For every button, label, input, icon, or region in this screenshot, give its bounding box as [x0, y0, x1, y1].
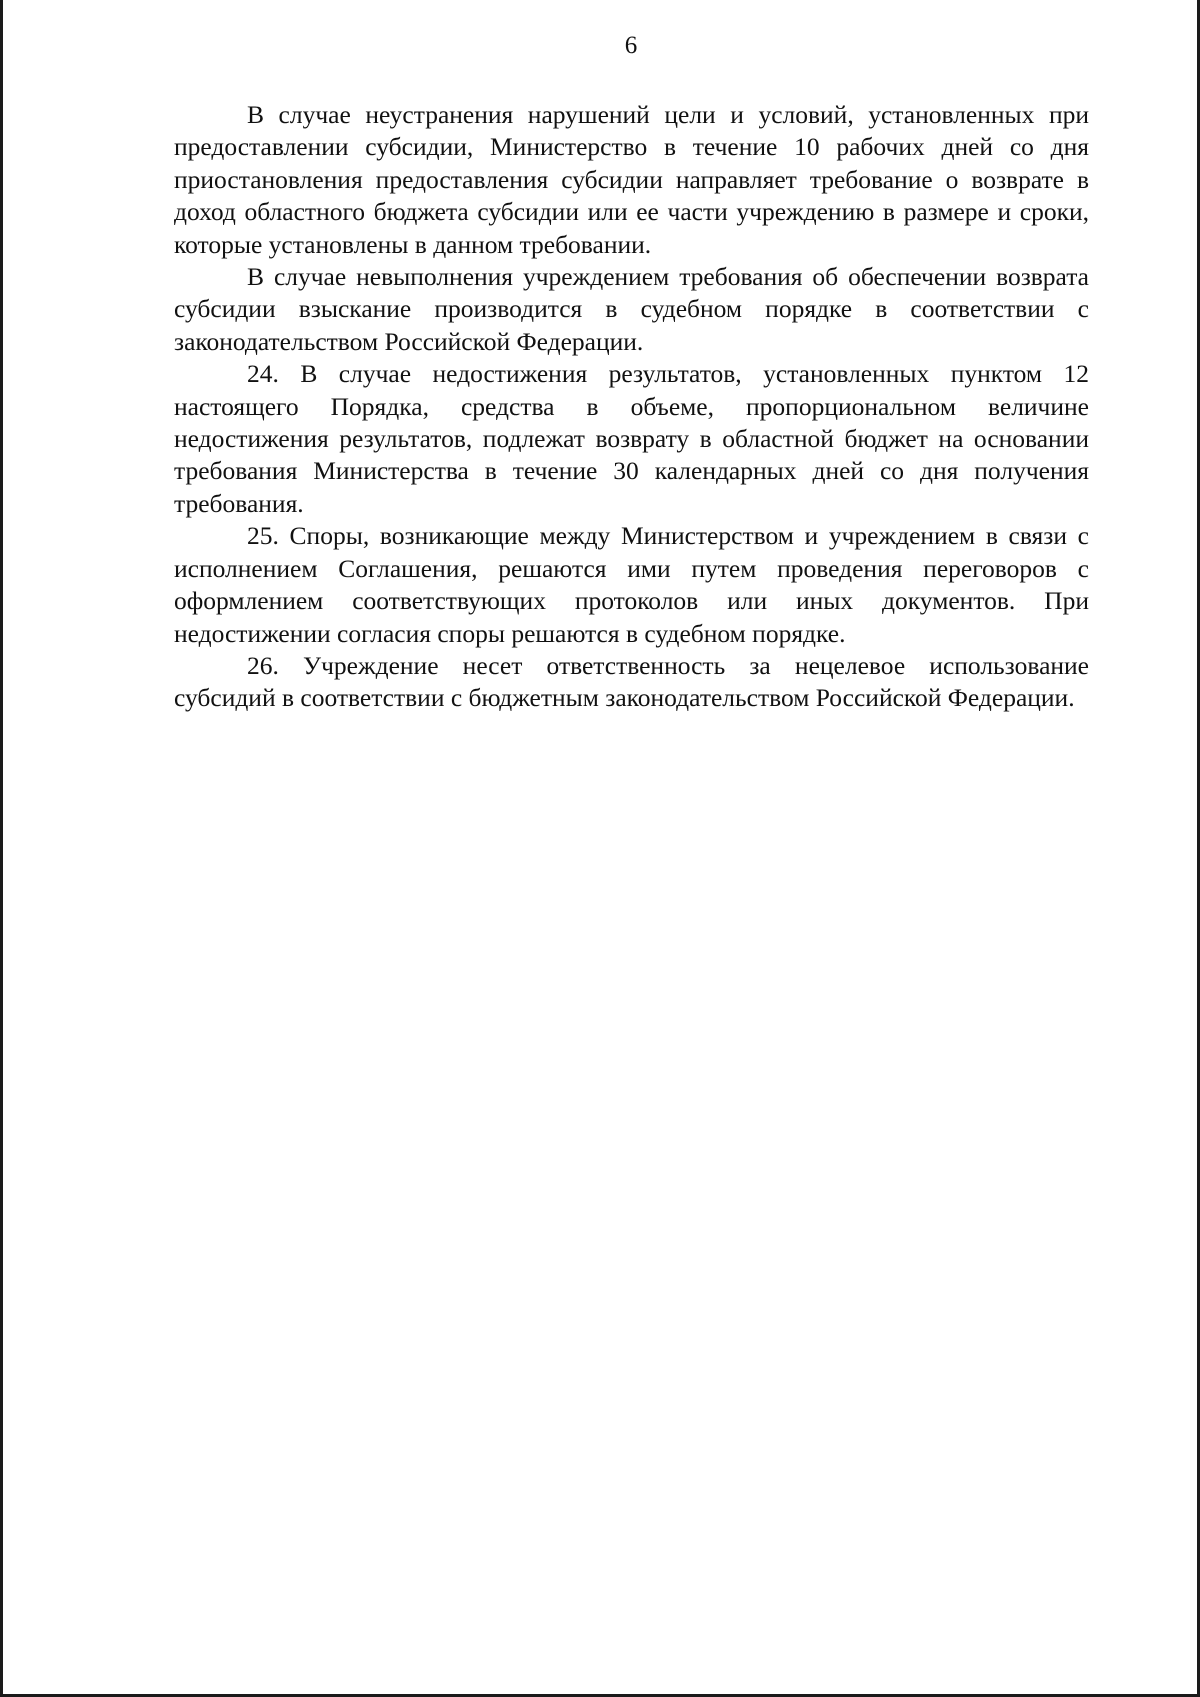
page-number: 6 [624, 32, 638, 59]
paragraph-court-recovery: В случае невыполнения учреждением требования об обеспечении возврата субсидии взыскание производится в судебном порядке в соответствии с законодательством Российской Федерации. [174, 262, 1089, 356]
paragraph-item-25: 25. Споры, возникающие между Министерством и учреждением в связи с исполнением Соглашения, решаются ими путем проведения переговоров с оформлением соответствующих протоколов или иных документов. При недостижении согласия споры решаются в судебном порядке. [174, 521, 1089, 648]
paragraph-item-26: 26. Учреждение несет ответственность за нецелевое использование субсидий в соответствии с бюджетным законодательством Российской Федерации. [174, 650, 1089, 713]
paragraph-violation-refund: В случае неустранения нарушений цели и условий, установленных при предоставлении субсидии, Министерство в течение 10 рабочих дней со дня приостановления предоставления субсидии направляет требование о возврате в доход областного бюджета субсидии или ее части учреждению в размере и сроки, которые установлены в данном требовании. [174, 100, 1089, 259]
document-body [174, 99, 1089, 715]
paragraph-item-24: 24. В случае недостижения результатов, установленных пунктом 12 настоящего Порядка, средства в объеме, пропорциональном величине недостижения результатов, подлежат возврату в областной бюджет на основании требования Министерства в течение 30 календарных дней со дня получения требования. [174, 359, 1089, 518]
scan-edge-left [0, 0, 3, 1697]
